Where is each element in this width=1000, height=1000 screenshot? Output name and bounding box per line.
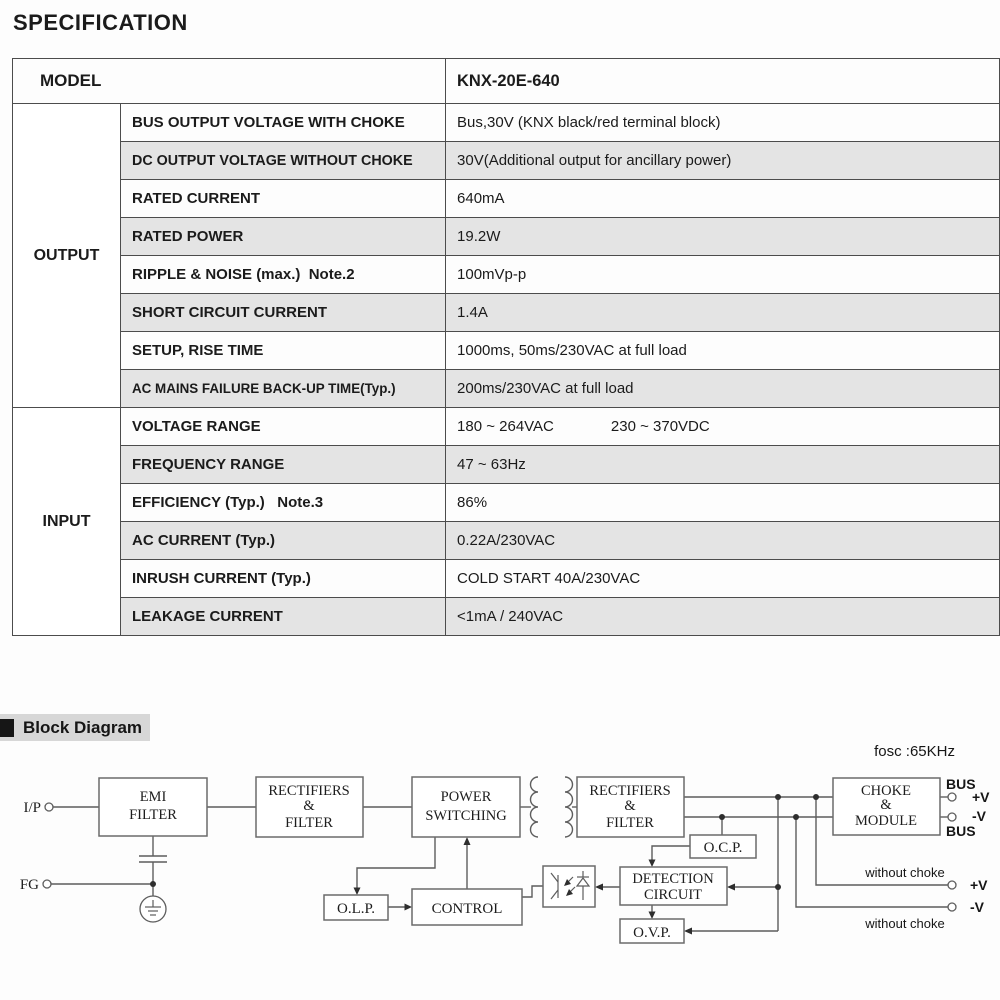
arrow-into-detection (727, 884, 735, 891)
without-choke-bottom-label: without choke (865, 916, 945, 931)
bus-plus-terminal-icon (948, 793, 956, 801)
spec-value-cell: 1.4A (446, 294, 1000, 332)
spec-param-cell: SETUP, RISE TIME (121, 332, 446, 370)
ip-terminal-icon (45, 803, 53, 811)
spec-param-cell: EFFICIENCY (Typ.) Note.3 (121, 484, 446, 522)
spec-param-cell: AC CURRENT (Typ.) (121, 522, 446, 560)
page-title: SPECIFICATION (13, 10, 188, 35)
choke-label-1: CHOKE (861, 783, 911, 799)
table-row (13, 446, 1000, 484)
spec-value-cell: 100mVp-p (446, 256, 1000, 294)
junction-dot (813, 794, 819, 800)
bus-plus-v-label: +V (972, 789, 990, 805)
spec-value-cell: 200ms/230VAC at full load (446, 370, 1000, 408)
table-row (13, 370, 1000, 408)
spec-param-cell: FREQUENCY RANGE (121, 446, 446, 484)
arrow-detection-ovp (649, 912, 656, 920)
wc-minus-v-label: -V (970, 899, 984, 915)
earth-ground-icon (140, 896, 166, 922)
table-row (13, 104, 1000, 142)
table-row (13, 332, 1000, 370)
model-label-cell: MODEL (13, 59, 446, 104)
fg-label: FG (19, 877, 39, 893)
spec-value-cell: 640mA (446, 180, 1000, 218)
table-header-row (13, 59, 1000, 104)
junction-dot (775, 794, 781, 800)
arrow-ocp-detection (649, 860, 656, 868)
junction-dot (793, 814, 799, 820)
withoutchoke-plus-terminal-icon (948, 881, 956, 889)
table-row (13, 218, 1000, 256)
detection-label-1: DETECTION (632, 871, 714, 887)
without-choke-top-label: without choke (865, 865, 945, 880)
ps-label-1: POWER (440, 789, 492, 805)
wire-ocp-detection (652, 846, 690, 865)
transformer-secondary-winding (565, 777, 573, 837)
fosc-label: fosc :65KHz (874, 743, 955, 760)
block-diagram-title: Block Diagram (23, 717, 143, 737)
ovp-label: O.V.P. (633, 925, 671, 941)
voltage-range-ac: 180 ~ 264VAC (457, 418, 554, 435)
ocp-label: O.C.P. (703, 840, 743, 856)
arrow-olp-control (405, 904, 413, 911)
table-row (13, 560, 1000, 598)
bus-minus-terminal-icon (948, 813, 956, 821)
rect1-label-3: FILTER (285, 815, 333, 831)
table-row (13, 408, 1000, 446)
group-output-cell: OUTPUT (13, 104, 121, 408)
spec-value-cell: 0.22A/230VAC (446, 522, 1000, 560)
table-row (13, 294, 1000, 332)
spec-value-cell: 30V(Additional output for ancillary power) (446, 142, 1000, 180)
choke-label-2: & (880, 797, 892, 813)
spec-value-cell: <1mA / 240VAC (446, 598, 1000, 636)
model-value-cell: KNX-20E-640 (446, 59, 1000, 104)
spec-value-cell: 1000ms, 50ms/230VAC at full load (446, 332, 1000, 370)
withoutchoke-minus-terminal-icon (948, 903, 956, 911)
spec-param-cell: BUS OUTPUT VOLTAGE WITH CHOKE (121, 104, 446, 142)
choke-label-3: MODULE (854, 813, 918, 829)
arrow-into-ovp (684, 928, 692, 935)
arrow-ps-olp (354, 888, 361, 896)
table-row (13, 180, 1000, 218)
spec-param-cell: INRUSH CURRENT (Typ.) (121, 560, 446, 598)
junction-dot (775, 884, 781, 890)
arrow-control-ps (464, 837, 471, 845)
spec-param-cell: VOLTAGE RANGE (121, 408, 446, 446)
block-diagram (0, 700, 1000, 970)
junction-dot (150, 881, 156, 887)
junction-dot (719, 814, 725, 820)
group-input-cell: INPUT (13, 408, 121, 636)
spec-param-cell: RIPPLE & NOISE (max.) Note.2 (121, 256, 446, 294)
spec-value-cell: 19.2W (446, 218, 1000, 256)
bus-bottom-label: BUS (946, 823, 976, 839)
table-row (13, 256, 1000, 294)
spec-value-cell (446, 408, 1000, 446)
specification-table (12, 58, 1000, 636)
spec-param-cell: LEAKAGE CURRENT (121, 598, 446, 636)
voltage-range-dc: 230 ~ 370VDC (610, 418, 710, 435)
wc-plus-v-label: +V (970, 877, 988, 893)
table-row (13, 598, 1000, 636)
spec-param-cell: DC OUTPUT VOLTAGE WITHOUT CHOKE (121, 142, 446, 180)
arrow-into-opto (595, 884, 603, 891)
control-label: CONTROL (431, 901, 503, 917)
wire-opto-control (522, 886, 543, 897)
table-row (13, 522, 1000, 560)
wire-ps-olp (357, 837, 435, 893)
spec-param-cell: SHORT CIRCUIT CURRENT (121, 294, 446, 332)
rect2-label-1: RECTIFIERS (589, 783, 671, 799)
rect1-label-1: RECTIFIERS (268, 783, 350, 799)
olp-label: O.L.P. (337, 901, 375, 917)
rect2-label-3: FILTER (606, 815, 654, 831)
rect1-label-2: & (303, 798, 315, 814)
fg-terminal-icon (43, 880, 51, 888)
ps-label-2: SWITCHING (425, 808, 507, 824)
spec-value-cell: COLD START 40A/230VAC (446, 560, 1000, 598)
table-row (13, 484, 1000, 522)
ip-label: I/P (23, 800, 41, 816)
rect2-label-2: & (624, 798, 636, 814)
emi-label-2: FILTER (129, 807, 177, 823)
transformer-primary-winding (531, 777, 539, 837)
spec-value-cell: 86% (446, 484, 1000, 522)
power-switching-box (412, 777, 520, 837)
spec-param-cell: AC MAINS FAILURE BACK-UP TIME(Typ.) (121, 370, 446, 408)
detection-label-2: CIRCUIT (644, 887, 702, 903)
bus-minus-v-label: -V (972, 808, 986, 824)
spec-value-cell: 47 ~ 63Hz (446, 446, 1000, 484)
emi-label-1: EMI (139, 789, 167, 805)
table-row (13, 142, 1000, 180)
spec-param-cell: RATED CURRENT (121, 180, 446, 218)
spec-param-cell: RATED POWER (121, 218, 446, 256)
spec-value-cell: Bus,30V (KNX black/red terminal block) (446, 104, 1000, 142)
bus-top-label: BUS (946, 776, 976, 792)
